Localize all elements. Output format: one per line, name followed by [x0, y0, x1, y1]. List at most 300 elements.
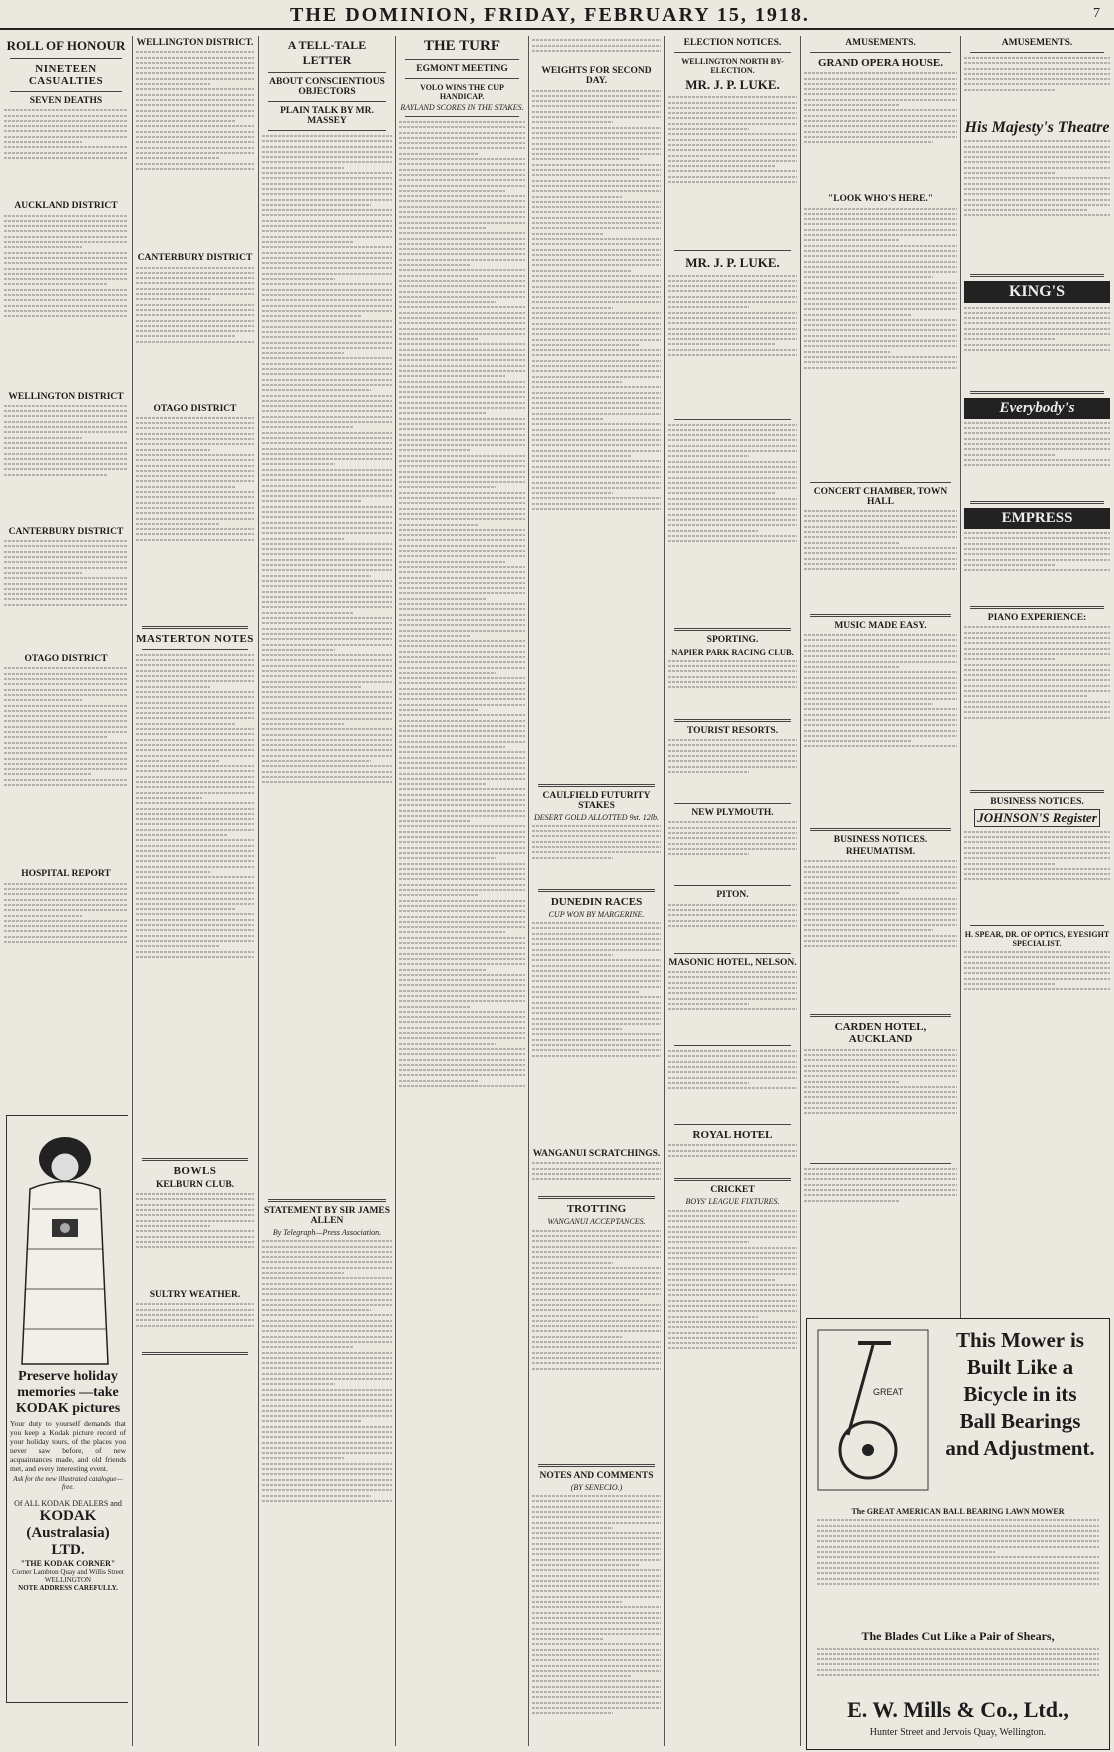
text-line [668, 1087, 797, 1089]
text-line [136, 892, 254, 894]
text-line [532, 986, 661, 988]
text-line [4, 315, 128, 317]
text-line [399, 253, 525, 255]
text-line [804, 250, 957, 252]
body-text [964, 626, 1110, 786]
text-line [262, 718, 392, 720]
text-line [262, 1251, 392, 1253]
text-line [136, 438, 254, 440]
column-casualties-masterton [136, 36, 254, 1746]
text-line [399, 513, 525, 515]
text-line [532, 259, 661, 261]
text-line [668, 665, 797, 667]
text-line [136, 314, 254, 316]
text-line [804, 367, 957, 369]
text-line [399, 878, 525, 880]
text-line [399, 137, 525, 139]
text-line [262, 606, 392, 608]
text-line [964, 674, 1110, 676]
text-line [532, 1659, 661, 1661]
text-line [532, 439, 661, 441]
text-line [532, 100, 661, 102]
text-line [668, 139, 797, 141]
candidate-name: MR. J. P. LUKE. [685, 77, 780, 92]
section-heading: PITON. [716, 890, 749, 901]
text-line [136, 147, 254, 149]
text-line [532, 1173, 661, 1175]
text-line [262, 1304, 392, 1306]
text-line [804, 919, 957, 921]
section-heading: MUSIC MADE EASY. [834, 620, 927, 631]
text-line [262, 395, 392, 397]
text-line [399, 640, 525, 642]
text-line [399, 524, 478, 526]
text-line [668, 102, 797, 104]
text-line [532, 1590, 661, 1592]
text-line [136, 293, 254, 295]
text-line [804, 1059, 957, 1061]
text-line [399, 423, 525, 425]
text-line [668, 982, 797, 984]
text-line [668, 1008, 797, 1010]
text-line [964, 317, 1110, 319]
text-line [532, 1580, 661, 1582]
text-line [399, 296, 525, 298]
text-line [668, 107, 797, 109]
text-line [136, 680, 254, 682]
text-line [399, 280, 525, 282]
text-line [668, 1284, 797, 1286]
text-line [399, 142, 525, 144]
text-line [262, 267, 392, 269]
text-line [399, 836, 525, 838]
text-line [399, 630, 525, 632]
section-heading: NEW PLYMOUTH. [691, 808, 774, 819]
text-line [964, 836, 1110, 838]
text-line [804, 1112, 957, 1114]
text-line [532, 1506, 661, 1508]
text-line [136, 163, 254, 165]
text-line [262, 622, 392, 624]
text-line [964, 167, 1110, 169]
text-line [399, 889, 525, 891]
text-line [532, 1516, 661, 1518]
text-line [532, 476, 661, 478]
text-line [136, 1309, 254, 1311]
text-line [136, 839, 254, 841]
text-line [668, 133, 797, 135]
text-line [964, 988, 1110, 990]
text-line [804, 526, 957, 528]
text-line [262, 252, 392, 254]
text-line [399, 174, 525, 176]
text-line [262, 1346, 353, 1348]
text-line [262, 532, 392, 534]
text-line [399, 291, 525, 293]
text-line [804, 319, 957, 321]
text-line [668, 328, 797, 330]
text-line [804, 929, 933, 931]
text-line [136, 654, 254, 656]
text-line [532, 851, 661, 853]
text-line [804, 913, 957, 915]
text-line [668, 296, 797, 298]
text-line [964, 841, 1110, 843]
text-line [4, 294, 128, 296]
kodak-corner: "THE KODAK CORNER" [20, 1559, 116, 1568]
text-line [668, 144, 797, 146]
text-line [532, 1675, 631, 1677]
text-line [262, 527, 392, 529]
text-line [532, 1596, 661, 1598]
text-line [668, 1279, 776, 1281]
text-line [532, 1230, 661, 1232]
text-line [804, 271, 957, 273]
text-line [532, 1654, 661, 1656]
text-line [964, 454, 1056, 456]
text-line [668, 524, 797, 526]
mower-tagline: The Blades Cut Like a Pair of Shears, [861, 1629, 1055, 1644]
text-line [532, 397, 661, 399]
text-line [262, 1383, 335, 1385]
text-line [262, 776, 392, 778]
text-line [964, 695, 1087, 697]
text-line [136, 903, 254, 905]
text-line [532, 413, 661, 415]
text-line [136, 341, 254, 343]
body-text [804, 634, 957, 824]
text-line [262, 305, 392, 307]
text-line [668, 1210, 797, 1212]
text-line [136, 717, 254, 719]
text-line [399, 190, 505, 192]
body-text [4, 215, 128, 390]
text-line [262, 421, 392, 423]
text-line [136, 422, 254, 424]
section-heading: WELLINGTON DISTRICT. [136, 38, 254, 48]
text-line [532, 286, 661, 288]
text-line [964, 669, 1110, 671]
section-heading: CAULFIELD FUTURITY STAKES [542, 790, 651, 811]
body-text [262, 1240, 392, 1670]
text-line [136, 733, 254, 735]
body-text [804, 860, 957, 1010]
text-line [532, 407, 661, 409]
text-line [136, 131, 254, 133]
text-line [4, 146, 128, 148]
text-line [4, 604, 128, 606]
text-line [532, 1522, 661, 1524]
text-line [399, 831, 525, 833]
text-line [399, 121, 525, 123]
text-line [262, 633, 392, 635]
section-heading: AUCKLAND DISTRICT [14, 201, 118, 212]
text-line [399, 381, 525, 383]
text-line [668, 771, 749, 773]
section-heading: ELECTION NOTICES. [683, 38, 782, 48]
text-line [136, 823, 254, 825]
text-line [532, 418, 604, 420]
text-line [262, 479, 392, 481]
text-line [262, 310, 392, 312]
column-the-turf [399, 36, 525, 1746]
text-line [399, 614, 525, 616]
text-line [532, 227, 661, 229]
text-line [532, 933, 661, 935]
text-line [399, 243, 525, 245]
text-line [136, 486, 235, 488]
text-line [399, 571, 525, 573]
text-line [136, 277, 254, 279]
text-line [136, 115, 254, 117]
text-line [804, 1081, 900, 1083]
section-heading: NAPIER PARK RACING CLUB. [671, 646, 794, 657]
text-line [668, 477, 797, 479]
text-line [262, 1420, 362, 1422]
text-line [532, 1357, 661, 1359]
text-line [804, 136, 957, 138]
body-text [136, 417, 254, 622]
text-line [262, 506, 392, 508]
text-line [532, 127, 661, 129]
text-line [136, 325, 254, 327]
text-line [668, 1231, 797, 1233]
text-line [668, 128, 749, 130]
text-line [4, 289, 128, 291]
text-line [964, 193, 1110, 195]
text-line [136, 808, 254, 810]
text-line [532, 206, 661, 208]
text-line [532, 90, 661, 92]
text-line [532, 492, 613, 494]
body-text [532, 1162, 661, 1192]
body-text [964, 951, 1110, 1016]
text-line [4, 458, 128, 460]
text-line [668, 755, 797, 757]
text-line [817, 1583, 1099, 1585]
text-line [817, 1551, 995, 1553]
text-line [668, 925, 797, 927]
text-line [136, 282, 254, 284]
text-line [262, 140, 392, 142]
text-line [964, 532, 1110, 534]
text-line [532, 280, 661, 282]
text-line [262, 670, 392, 672]
section-heading: TOURIST RESORTS. [686, 725, 779, 736]
body-text [804, 208, 957, 478]
text-line [804, 740, 911, 742]
text-line [136, 320, 254, 322]
body-text [668, 1144, 797, 1174]
text-line [817, 1546, 1099, 1548]
text-line [136, 956, 254, 958]
text-line [804, 1075, 957, 1077]
text-line [136, 88, 254, 90]
text-line [532, 185, 661, 187]
text-line [532, 1686, 661, 1688]
body-text [668, 275, 797, 415]
text-line [136, 723, 235, 725]
text-line [532, 927, 661, 929]
subheadline: CUP WON BY MARGERINE. [548, 909, 645, 919]
text-line [399, 783, 487, 785]
subheadline: NINETEEN CASUALTIES [28, 63, 104, 87]
text-line [964, 956, 1110, 958]
text-line [399, 884, 525, 886]
text-line [668, 1294, 797, 1296]
subheadline: DESERT GOLD ALLOTTED 9st. 12lb. [533, 812, 660, 822]
text-line [262, 135, 392, 137]
text-line [262, 1299, 392, 1301]
text-line [668, 971, 797, 973]
text-line [136, 125, 254, 127]
text-line [964, 188, 1110, 190]
text-line [532, 39, 661, 41]
mower-company: E. W. Mills & Co., Ltd., [847, 1697, 1069, 1722]
text-line [262, 384, 392, 386]
text-line [804, 218, 957, 220]
text-line [262, 299, 392, 301]
text-line [136, 433, 254, 435]
text-line [804, 104, 900, 106]
text-line [4, 758, 128, 760]
text-line [532, 1267, 661, 1269]
text-line [532, 1495, 661, 1497]
text-line [532, 376, 661, 378]
text-line [4, 710, 128, 712]
text-line [668, 290, 797, 292]
text-line [532, 1559, 661, 1561]
text-line [136, 1214, 254, 1216]
text-line [804, 687, 957, 689]
text-line [262, 1246, 392, 1248]
text-line [399, 958, 525, 960]
empress-logo: EMPRESS [964, 508, 1110, 529]
text-line [532, 349, 661, 351]
text-line [532, 1543, 661, 1545]
text-line [136, 157, 219, 159]
text-line [136, 1314, 254, 1316]
text-line [136, 712, 254, 714]
text-line [4, 236, 128, 238]
text-line [399, 587, 525, 589]
text-line [399, 126, 525, 128]
text-line [399, 730, 525, 732]
text-line [262, 1442, 392, 1444]
text-line [668, 434, 797, 436]
text-line [804, 72, 957, 74]
text-line [136, 749, 254, 751]
text-line [262, 448, 392, 450]
text-line [804, 871, 957, 873]
text-line [668, 1342, 797, 1344]
body-text [804, 510, 957, 610]
text-line [262, 1352, 392, 1354]
section-heading: CARDEN HOTEL, AUCKLAND [834, 1021, 927, 1046]
text-line [399, 820, 470, 822]
text-line [399, 969, 487, 971]
text-line [399, 206, 525, 208]
text-line [4, 141, 82, 143]
text-line [804, 1054, 957, 1056]
text-line [964, 878, 1110, 880]
text-line [532, 1670, 661, 1672]
text-line [399, 873, 525, 875]
text-line [668, 1061, 797, 1063]
text-line [262, 612, 353, 614]
text-line [804, 1102, 957, 1104]
text-line [532, 291, 661, 293]
text-line [136, 940, 254, 942]
text-line [262, 241, 353, 243]
text-line [262, 342, 392, 344]
text-line [399, 1011, 525, 1013]
text-line [399, 592, 525, 594]
text-line [262, 289, 392, 291]
text-line [668, 904, 797, 906]
text-line [964, 146, 1110, 148]
text-line [804, 745, 957, 747]
section-heading: SULTRY WEATHER. [149, 1290, 241, 1301]
text-line [4, 310, 128, 312]
text-line [136, 1230, 254, 1232]
text-line [532, 1601, 622, 1603]
text-line [532, 455, 631, 457]
text-line [399, 211, 525, 213]
text-line [262, 1378, 392, 1380]
text-line [668, 681, 797, 683]
body-text [136, 267, 254, 402]
text-line [399, 338, 478, 340]
body-text [532, 922, 661, 1147]
text-line [804, 724, 957, 726]
text-line [399, 370, 525, 372]
text-line [399, 227, 487, 229]
text-line [532, 1336, 622, 1338]
text-line [532, 381, 622, 383]
text-line [262, 1288, 392, 1290]
text-line [964, 459, 1110, 461]
text-line [532, 1569, 661, 1571]
text-line [136, 702, 254, 704]
text-line [964, 847, 1110, 849]
text-line [532, 1246, 661, 1248]
text-line [262, 220, 392, 222]
kodak-headline: Preserve holiday memories —take KODAK pictures [15, 1369, 121, 1416]
text-line [399, 847, 525, 849]
text-line [136, 1246, 254, 1248]
text-line [136, 1225, 210, 1227]
body-text [4, 109, 128, 199]
text-line [817, 1669, 1099, 1671]
text-line [532, 222, 661, 224]
text-line [804, 88, 957, 90]
column-election-notices [668, 36, 797, 1746]
text-line [804, 1173, 957, 1175]
text-line [532, 1702, 661, 1704]
text-line [262, 749, 392, 751]
section-heading: STATEMENT BY SIR JAMES ALLEN [263, 1206, 391, 1226]
text-line [4, 715, 128, 717]
text-line [399, 343, 525, 345]
text-line [804, 1178, 957, 1180]
text-line [262, 553, 392, 555]
text-line [136, 951, 254, 953]
text-line [964, 214, 1110, 216]
body-text [399, 121, 525, 1701]
text-line [532, 317, 661, 319]
text-line [136, 449, 210, 451]
